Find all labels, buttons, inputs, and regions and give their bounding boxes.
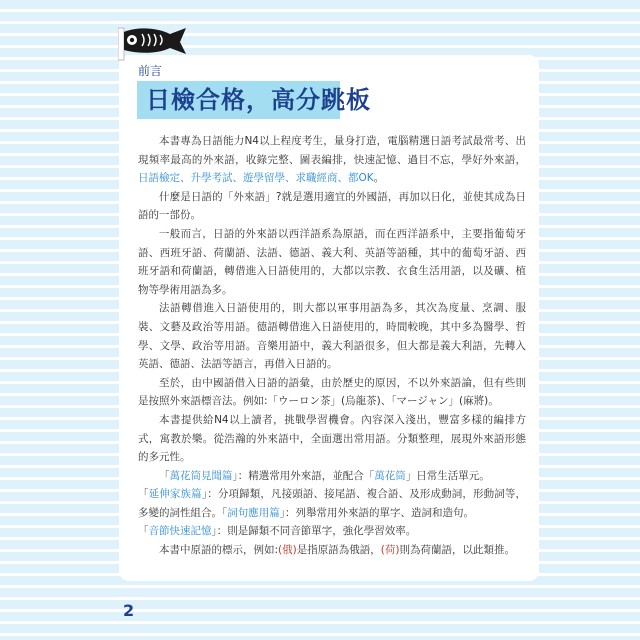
family-section-name: 延伸家族篇: [148, 488, 202, 501]
paragraph-10: [138, 541, 526, 560]
body-text: [138, 132, 526, 560]
section-label: 前言: [138, 64, 163, 78]
kaleidoscope-unit-name: 萬花筒: [374, 469, 406, 482]
paragraph-8-end: 」：列舉常用外來語的單字、造詞和造句。: [279, 506, 474, 519]
bracket-open: 「: [159, 469, 170, 482]
koinobori-fish-icon: [118, 22, 188, 62]
paragraph-1-text: 本書專為日語能力N4以上程度考生，量身打造，電腦精選日語考試最常考、出現頻率最高的外來語，收錄完整、圖表編排，快速記憶、過目不忘，學好外來語，: [138, 135, 526, 166]
sentence-section-name: 詞句應用篇: [227, 506, 280, 519]
paragraph-8-text: 」：分項歸類，凡接頭語、接尾語、複合語、及形成動詞，形動詞等，多變的詞性組合。「: [138, 488, 527, 519]
syllable-section-name: 音節快速記憶: [148, 525, 212, 538]
dutch-marker: (荷): [380, 544, 400, 557]
page-title: 日檢合格，高分跳板: [146, 86, 371, 114]
paragraph-1-end: 。: [373, 172, 385, 185]
paragraph-1: [138, 132, 526, 188]
paragraph-7-text: 」：精選常用外來語，並配合「: [232, 469, 375, 482]
paragraph-7-end: 」日常生活單元。: [405, 469, 490, 482]
paragraph-10-end: 則為荷蘭語，以此類推。: [399, 544, 515, 557]
bracket-open: 「: [138, 488, 149, 501]
bracket-open: 「: [138, 525, 149, 538]
paragraph-3: 一般而言，日語的外來語以西洋語系為原語，而在西洋語系中，主要指葡萄牙語、西班牙語、荷蘭語、法語、德語、義大利、英語等語種，其中的葡萄牙語、西班牙語和荷蘭語，轉借進入日語使用的，大都以宗教、衣食生活用語，以及礦、植物等學術用語為多。: [138, 227, 526, 296]
russian-marker: (俄): [278, 544, 297, 557]
exam-goals-highlight: 日語檢定、升學考試、遊學留學、求職經商、都OK: [138, 172, 374, 185]
paragraph-9-text: 」：則是歸類不同音節單字，強化學習效率。: [211, 525, 417, 538]
kaleidoscope-section-name: 萬花筒見聞篇: [169, 469, 233, 482]
paragraph-9: [138, 522, 526, 541]
page-number: 2: [123, 601, 135, 620]
paragraph-4: 法語轉借進入日語使用的，則大都以軍事用語為多，其次為度量、烹調、服裝、文藝及政治等用語。德語轉借進入日語使用的，時間較晚，其中多為醫學、哲學、文學、政治等用語。音樂用語中，義大利語很多，但大都是義大利語，先轉入英語、德語、法語等語言，再借入日語的。: [138, 302, 526, 371]
paragraph-8: [138, 485, 526, 522]
paragraph-6: 本書提供給N4以上讀者，挑戰學習機會。內容深入淺出，豐富多樣的編排方式，寓教於樂。從浩瀚的外來語中，全面選出常用語。分類整理，展現外來語形態的多元性。: [138, 413, 526, 464]
paragraph-10-mid: 是指原語為俄語，: [296, 544, 381, 557]
paragraph-5: 至於，由中國語借入日語的語彙，由於歷史的原因，不以外來語論，但有些則是按照外來語標音法。例如:「ウーロン茶」(烏龍茶)、「マージャン」(麻將)。: [138, 376, 526, 408]
paragraph-10-text: 本書中原語的標示，例如:: [159, 544, 279, 557]
paragraph-7: [138, 467, 526, 486]
paragraph-2: 什麼是日語的「外來語」?就是選用適宜的外國語，再加以日化，並使其成為日語的一部份。: [138, 190, 526, 222]
